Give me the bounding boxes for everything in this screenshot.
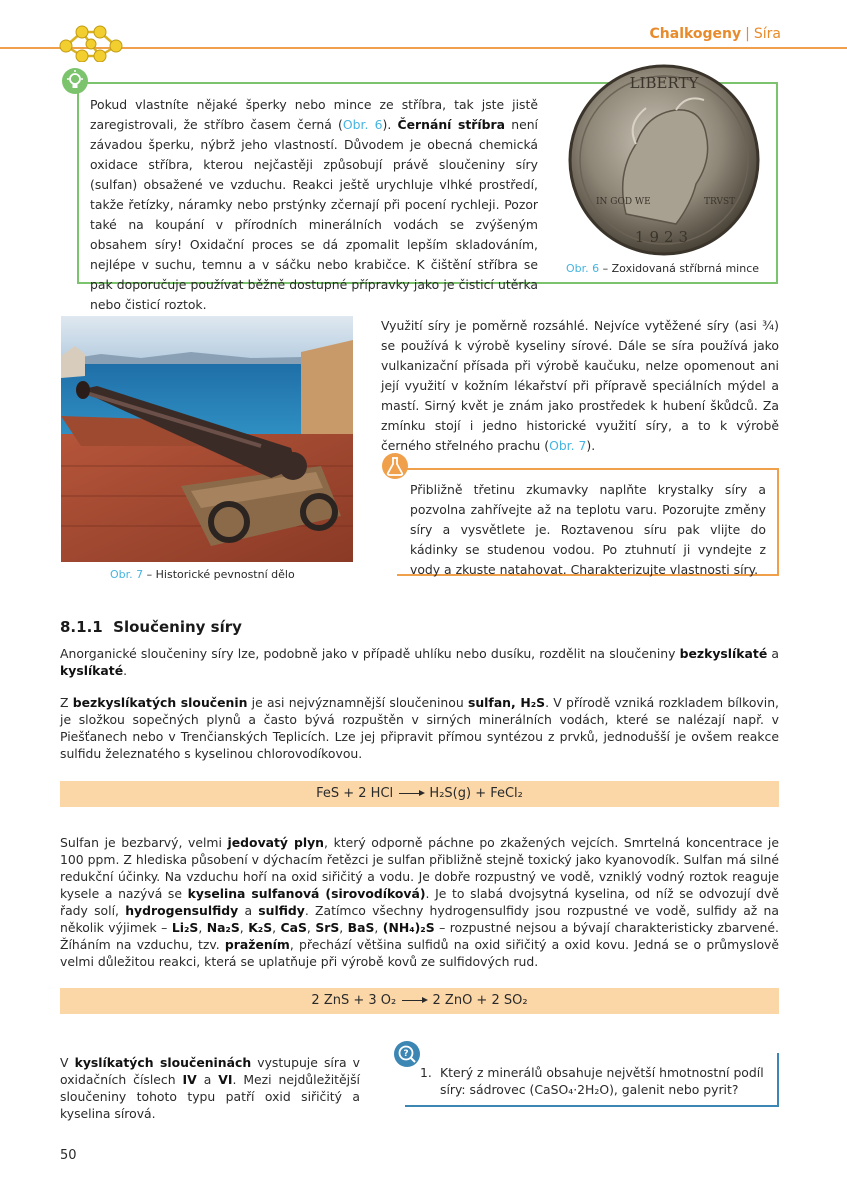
lightbulb-icon	[62, 68, 88, 94]
header-chapter-title: Chalkogeny | Síra	[649, 26, 781, 42]
sulfur-uses-text: Využití síry je poměrně rozsáhlé. Nejvíce vytěžené síry (asi ¾) se používá k výrobě kyseliny sírové. Dále se síra používá jako vulkanizační přísada při výrobě kaučuku, nelze opomenout ani její využití v kožním lékařství při přípravě speciálních mýdel a mastí. Sirný květ je znám jako prostředek k hubení škůdců. Za zmínku stojí i jedno historické využití síry, a to k výrobě černého střelného prachu (Obr. 7).	[381, 318, 779, 453]
paragraph-sulfan-properties: Sulfan je bezbarvý, velmi jedovatý plyn, který odporně páchne po zkažených vejcích. Smrtelná koncentrace je 100 ppm. Z hlediska působení v dýchacím řetězci je sulfan přibližně stejně toxický jako kyanovodík. Sulfan má silné redukční účinky. Na vzduchu hoří na oxid siřičitý a vodu. Je dobře rozpustný ve vodě, vzniklý vodný roztok reaguje kysele a nazývá se kyselina sulfanová (sirovodíková). Je to slabá dvojsytná kyselina, od níž se odvozují dvě řady solí, hydrogensulfidy a sulfidy. Zatímco všechny hydrogensulfidy jsou rozpustné ve vodě, sulfidy až na několik výjimek – Li₂S, Na₂S, K₂S, CaS, SrS, BaS, (NH₄)₂S – rozpustné nejsou a bývají charakteristicky zbarvené. Žíháním na vzduchu, tzv. pražením, přechází většina sulfidů na oxid siřičitý a oxid kovu. Jedná se o průmyslově velmi důležitou reakci, která se uplatňuje při výrobě kovů ze sulfidových rud.	[60, 835, 779, 969]
cannon-caption: Obr. 7 – Historické pevnostní dělo	[110, 568, 295, 581]
svg-text:IN GOD WE: IN GOD WE	[596, 197, 651, 207]
page-number: 50	[60, 1148, 77, 1163]
header-rule	[0, 47, 847, 49]
tip-text: Pokud vlastníte nějaké šperky nebo mince ze stříbra, tak jste jistě zaregistrovali, že stříbro časem černá (Obr. 6). Černání stříbra není závadou šperku, nýbrž jeho vlastností. Důvodem je obecná chemická oxidace stříbra, kterou nejčastěji způsobují právě sloučeniny síry (sulfan) obsažené ve vzduchu. Reakci ještě urychluje vlhké prostředí, takže řetízky, náramky nebo prstýnky zčernají při pocení rychleji. Pozor také na koupání v přírodních minerálních vodách se zvýšeným obsahem síry! Oxidační proces se dá zpomalit lepším skladováním, nejlépe v suchu, temnu a v sáčku nebo krabičce. K čištění stříbra se pak doporučuje používat běžně dostupné přípravky jako je čisticí utěrka nebo čisticí roztok.	[90, 97, 539, 312]
oxidized-silver-coin-image	[566, 64, 762, 256]
molecule-logo-icon	[56, 18, 126, 62]
reaction-arrow-icon	[402, 1000, 426, 1001]
historic-cannon-image	[61, 316, 353, 562]
equation-fes-hcl: FeS + 2 HCl H₂S(g) + FeCl₂	[60, 781, 779, 807]
svg-text:TRVST: TRVST	[704, 197, 736, 207]
svg-text:?: ?	[403, 1049, 409, 1059]
equation-zns-roasting: 2 ZnS + 3 O₂ 2 ZnO + 2 SO₂	[60, 988, 779, 1014]
experiment-text: Přibližně třetinu zkumavky naplňte krystalky síry a pozvolna zahřívejte až na teplotu varu. Pozorujte změny síry a vysvětlete je. Roztavenou síru pak vlijte do kádinky se studenou vodou. Po ztuhnutí ji vyndejte z vody a zkuste natahovat. Charakterizujte vlastnosti síry.	[410, 482, 766, 577]
paragraph-sulfan: Z bezkyslíkatých sloučenin je asi nejvýznamnější sloučeninou sulfan, H₂S. V přírodě vzniká rozkladem bílkovin, je složkou sopečných plynů a často bývá rozpuštěn v sirných minerálních vodách, které se nalézají např. v Piešťanech nebo v Trenčianských Teplicích. Lze jej připravit přímou syntézou z prvků, jednodušší je ovšem reakce sulfidu železnatého s kyselinou chlorovodíkovou.	[60, 695, 779, 761]
svg-text:1923: 1923	[634, 228, 694, 246]
paragraph-compound-classes: Anorganické sloučeniny síry lze, podobně jako v případě uhlíku nebo dusíku, rozdělit na sloučeniny bezkyslíkaté a kyslíkaté.	[60, 646, 779, 678]
paragraph-oxy-compounds: V kyslíkatých sloučeninách vystupuje síra v oxidačních číslech IV a VI. Mezi nejdůležitější sloučeniny tohoto typu patří oxid siřičitý a kyselina sírová.	[60, 1055, 361, 1121]
flask-icon	[382, 453, 408, 479]
coin-caption: Obr. 6 – Zoxidovaná stříbrná mince	[566, 262, 760, 275]
question-icon	[394, 1041, 420, 1067]
question-text: 1. Který z minerálů obsahuje největší hmotnostní podíl síry: sádrovec (CaSO₄·2H₂O), galenit nebo pyrit?	[420, 1065, 764, 1097]
section-heading: 8.1.1 Sloučeniny síry	[60, 618, 242, 636]
figure-reference[interactable]: Obr. 6	[342, 117, 383, 132]
svg-text:LIBERTY: LIBERTY	[629, 74, 699, 92]
figure-reference[interactable]: Obr. 7	[549, 438, 587, 453]
reaction-arrow-icon	[399, 793, 423, 794]
